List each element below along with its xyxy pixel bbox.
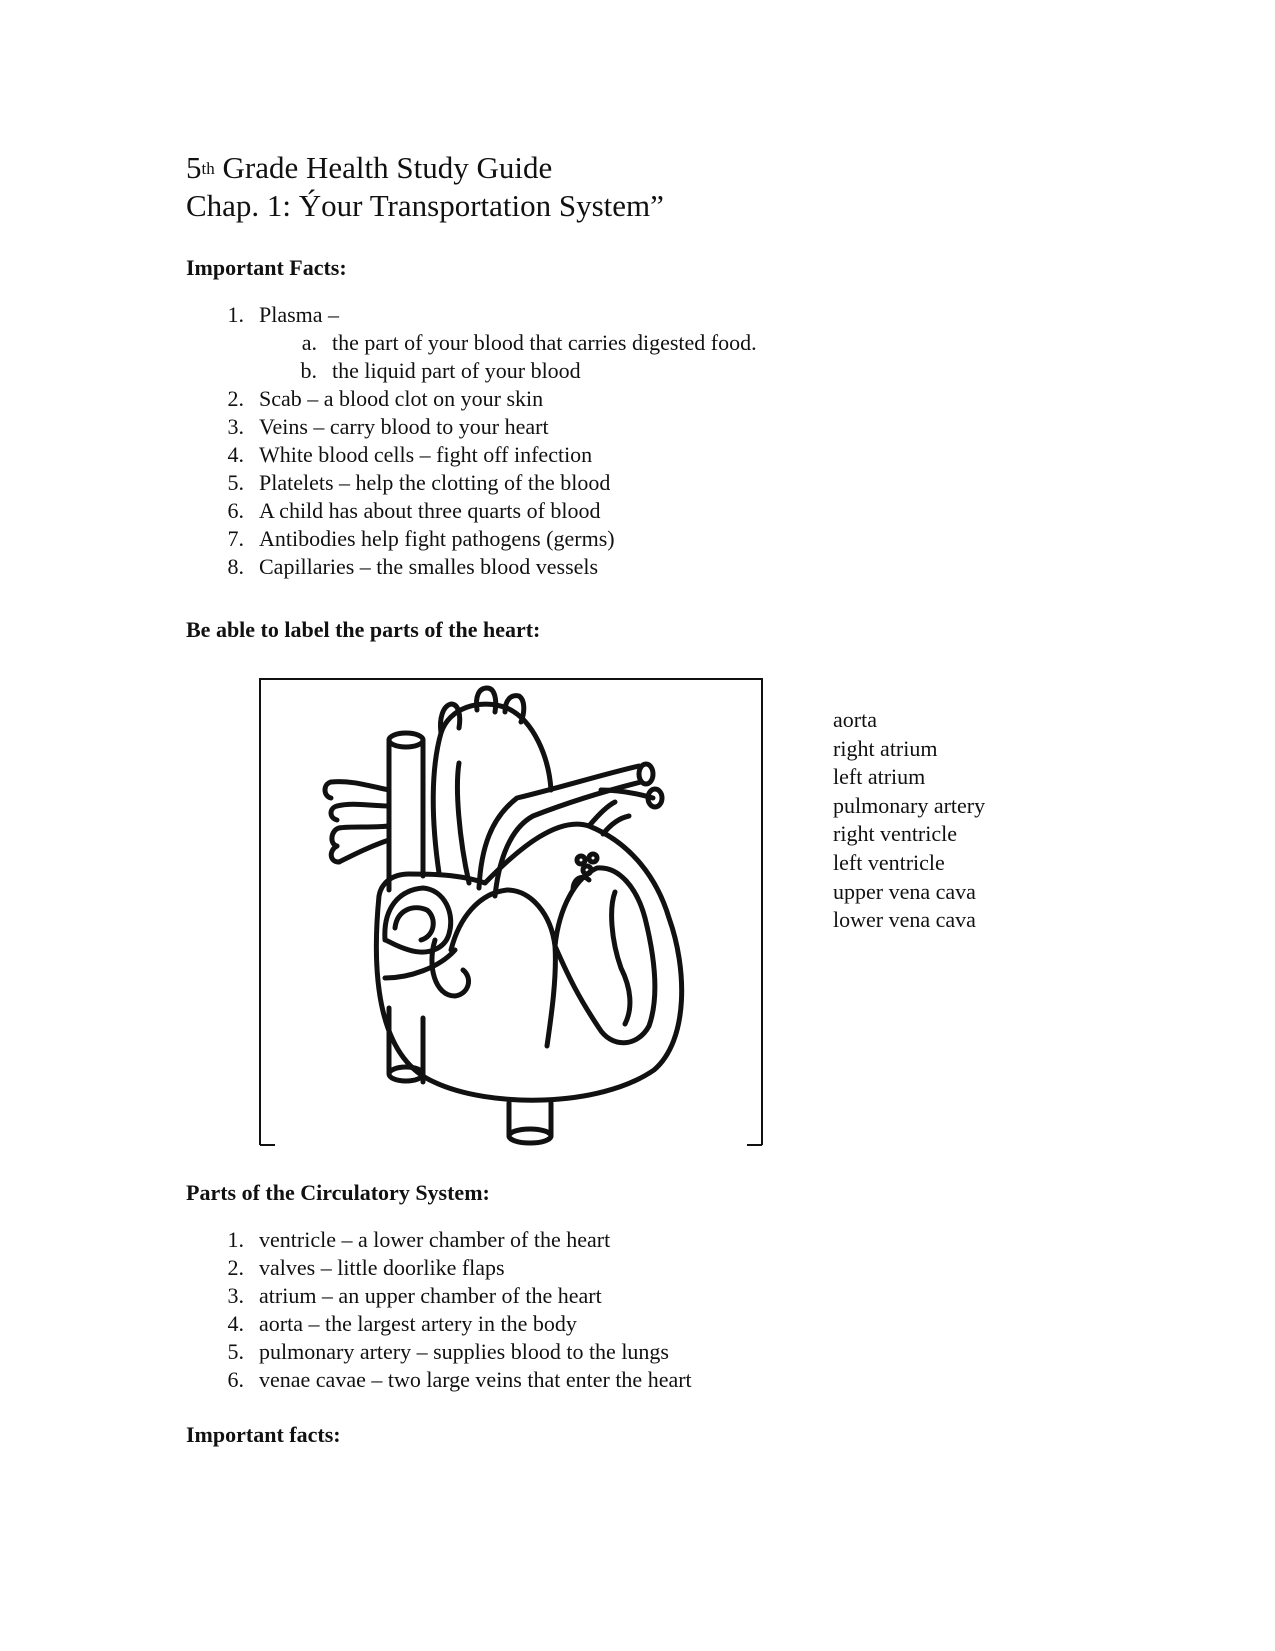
item-text: White blood cells – fight off infection xyxy=(259,442,593,467)
heart-diagram xyxy=(259,678,763,1146)
item-number: 7. xyxy=(227,526,244,551)
item-text: valves – little doorlike flaps xyxy=(259,1255,505,1280)
item-text: pulmonary artery – supplies blood to the lungs xyxy=(259,1339,669,1364)
item-text: Antibodies help fight pathogens (germs) xyxy=(259,526,615,551)
item-number: 1. xyxy=(227,302,244,327)
item-text: Platelets – help the clotting of the blood xyxy=(259,470,611,495)
item-text: Capillaries – the smalles blood vessels xyxy=(259,554,599,579)
page-title xyxy=(186,150,552,186)
item-number: 6. xyxy=(227,1367,244,1392)
title-number: 5 xyxy=(186,150,202,185)
item-text: the liquid part of your blood xyxy=(332,358,581,383)
item-text: aorta – the largest artery in the body xyxy=(259,1311,577,1336)
important-facts-2-heading: Important facts: xyxy=(186,1422,341,1447)
item-number: 4. xyxy=(227,442,244,467)
item-number: 1. xyxy=(227,1227,244,1252)
word-bank-item: upper vena cava xyxy=(833,878,976,904)
item-text: Veins – carry blood to your heart xyxy=(259,414,549,439)
item-number: 4. xyxy=(227,1311,244,1336)
item-text: ventricle – a lower chamber of the heart xyxy=(259,1227,611,1252)
item-number: 2. xyxy=(227,1255,244,1280)
item-text: Plasma – xyxy=(259,302,340,327)
item-number: 2. xyxy=(227,386,244,411)
title-ordinal-suffix: th xyxy=(201,159,215,178)
word-bank-item: lower vena cava xyxy=(833,907,976,933)
heart-outline xyxy=(325,688,682,1143)
item-letter: b. xyxy=(300,358,317,383)
item-text: Scab – a blood clot on your skin xyxy=(259,386,544,411)
word-bank-item: right atrium xyxy=(833,735,938,761)
word-bank-item: right ventricle xyxy=(833,821,958,847)
item-text: A child has about three quarts of blood xyxy=(259,498,601,523)
item-text: venae cavae – two large veins that enter the heart xyxy=(259,1367,692,1392)
item-number: 6. xyxy=(227,498,244,523)
word-bank-item: left ventricle xyxy=(833,849,945,875)
item-number: 5. xyxy=(227,1339,244,1364)
item-number: 3. xyxy=(227,414,244,439)
item-text: atrium – an upper chamber of the heart xyxy=(259,1283,602,1308)
title-text: Grade Health Study Guide xyxy=(214,150,553,185)
heart-word-bank xyxy=(833,706,985,935)
item-number: 5. xyxy=(227,470,244,495)
item-text: the part of your blood that carries digested food. xyxy=(332,330,757,355)
word-bank-item: left atrium xyxy=(833,764,926,790)
item-letter: a. xyxy=(301,330,317,355)
word-bank-item: aorta xyxy=(833,707,877,732)
page-subtitle: Chap. 1: Ýour Transportation System” xyxy=(186,188,664,223)
item-number: 3. xyxy=(227,1283,244,1308)
circulatory-heading: Parts of the Circulatory System: xyxy=(186,1180,490,1205)
diagram-border xyxy=(260,679,762,1145)
heart-diagram-illustration xyxy=(259,678,763,1146)
important-facts-heading: Important Facts: xyxy=(186,255,347,280)
item-number: 8. xyxy=(227,554,244,579)
heart-section-heading: Be able to label the parts of the heart: xyxy=(186,617,541,642)
word-bank-item: pulmonary artery xyxy=(833,792,986,818)
